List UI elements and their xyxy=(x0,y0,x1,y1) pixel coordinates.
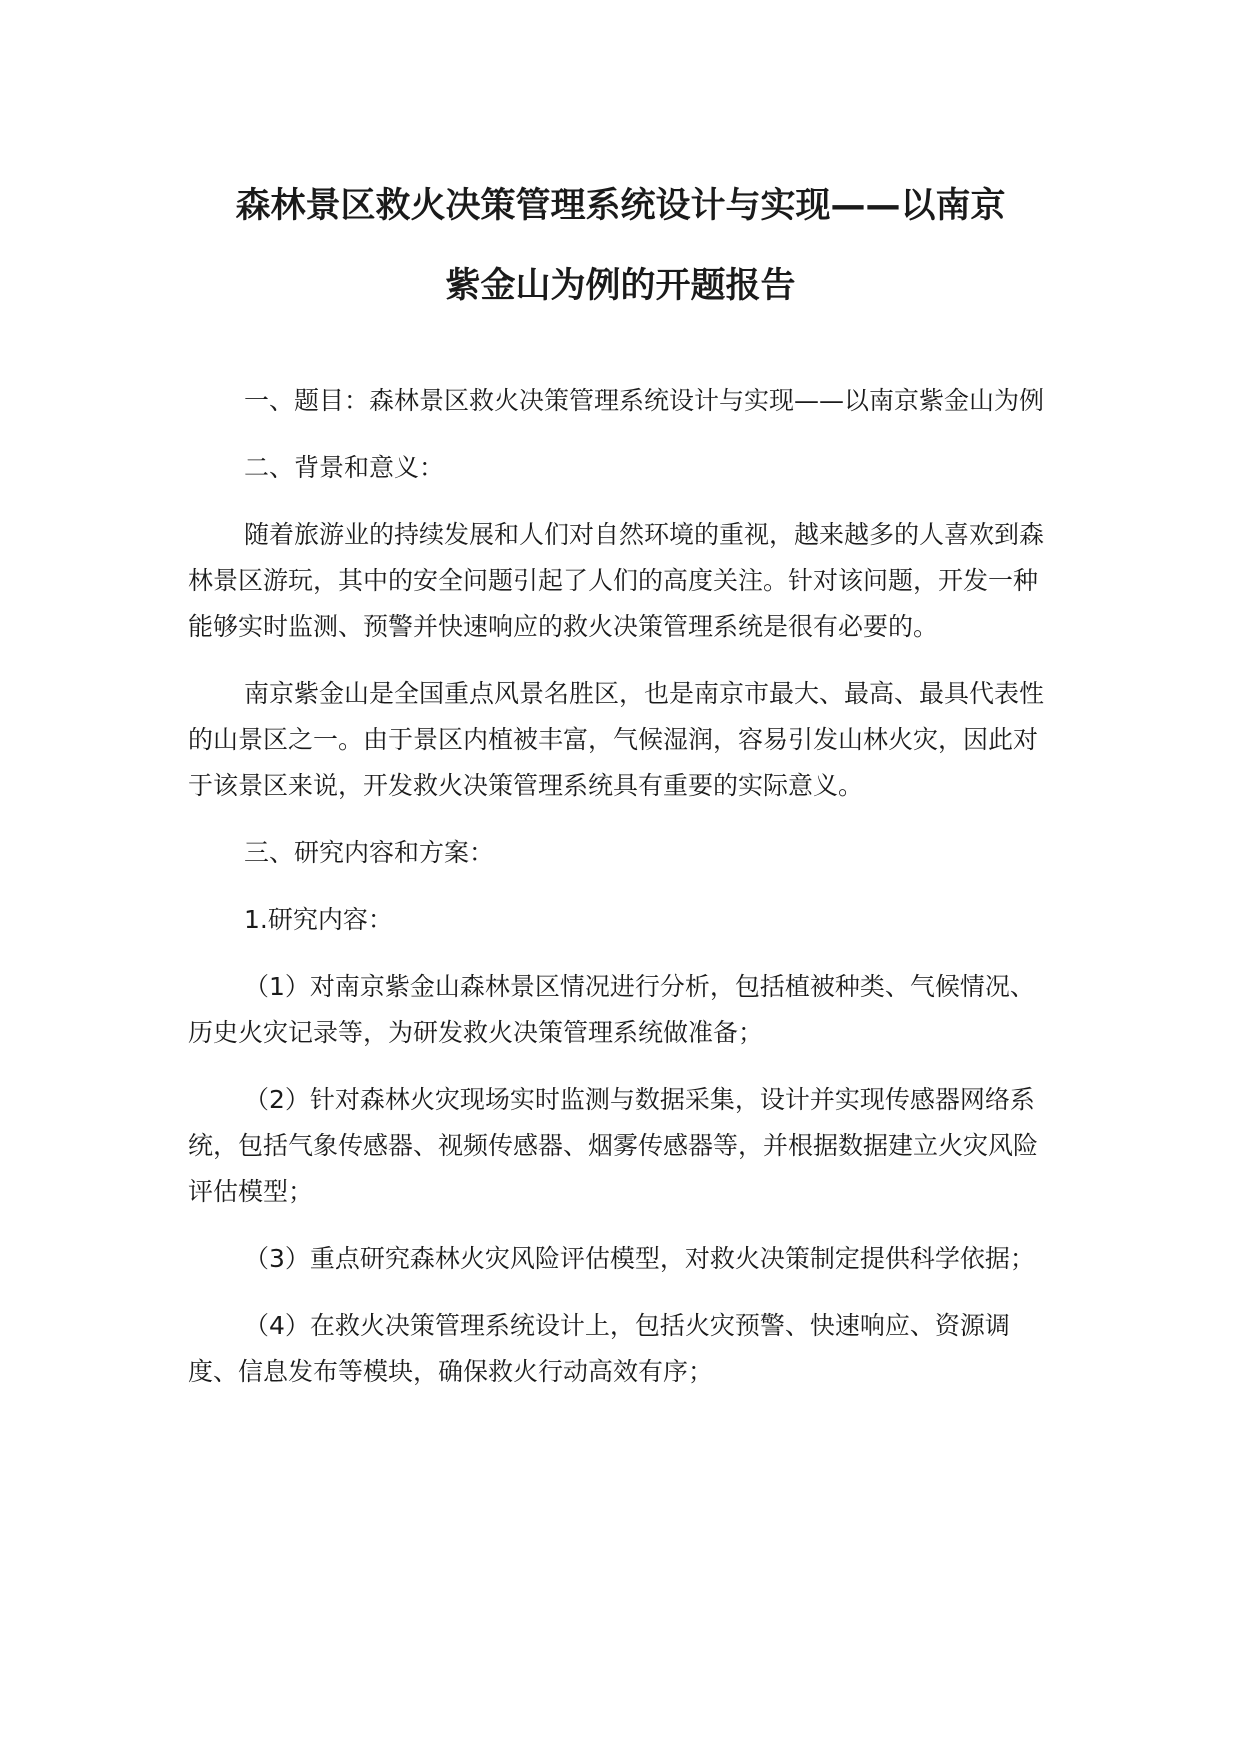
document-title-line-2: 紫金山为例的开题报告 xyxy=(445,266,796,306)
research-item-1: （1）对南京紫金山森林景区情况进行分析，包括植被种类、气候情况、历史火灾记录等，为研发救火决策管理系统做准备； xyxy=(188,972,1035,1047)
paragraph-topic: 一、题目：森林景区救火决策管理系统设计与实现——以南京紫金山为例 xyxy=(244,386,1045,415)
heading-research: 三、研究内容和方案： xyxy=(244,838,495,867)
research-item-3: （3）重点研究森林火灾风险评估模型，对救火决策制定提供科学依据； xyxy=(244,1244,1035,1273)
paragraph-background-2: 南京紫金山是全国重点风景名胜区，也是南京市最大、最高、最具代表性的山景区之一。由于景区内植被丰富，气候湿润，容易引发山林火灾，因此对于该景区来说，开发救火决策管理系统具有重要的实际意义。 xyxy=(188,679,1045,800)
paragraph-background-1: 随着旅游业的持续发展和人们对自然环境的重视，越来越多的人喜欢到森林景区游玩，其中的安全问题引起了人们的高度关注。针对该问题，开发一种能够实时监测、预警并快速响应的救火决策管理系统是很有必要的。 xyxy=(188,520,1045,641)
document-body xyxy=(188,378,1050,1416)
research-item-2: （2）针对森林火灾现场实时监测与数据采集，设计并实现传感器网络系统，包括气象传感器、视频传感器、烟雾传感器等，并根据数据建立火灾风险评估模型； xyxy=(188,1085,1039,1206)
document-title-line-1: 森林景区救火决策管理系统设计与实现——以南京 xyxy=(235,186,1006,226)
heading-background: 二、背景和意义： xyxy=(244,453,445,482)
research-item-4: （4）在救火决策管理系统设计上，包括火灾预警、快速响应、资源调度、信息发布等模块，确保救火行动高效有序； xyxy=(188,1311,1010,1386)
heading-research-content: 1.研究内容： xyxy=(244,905,393,934)
